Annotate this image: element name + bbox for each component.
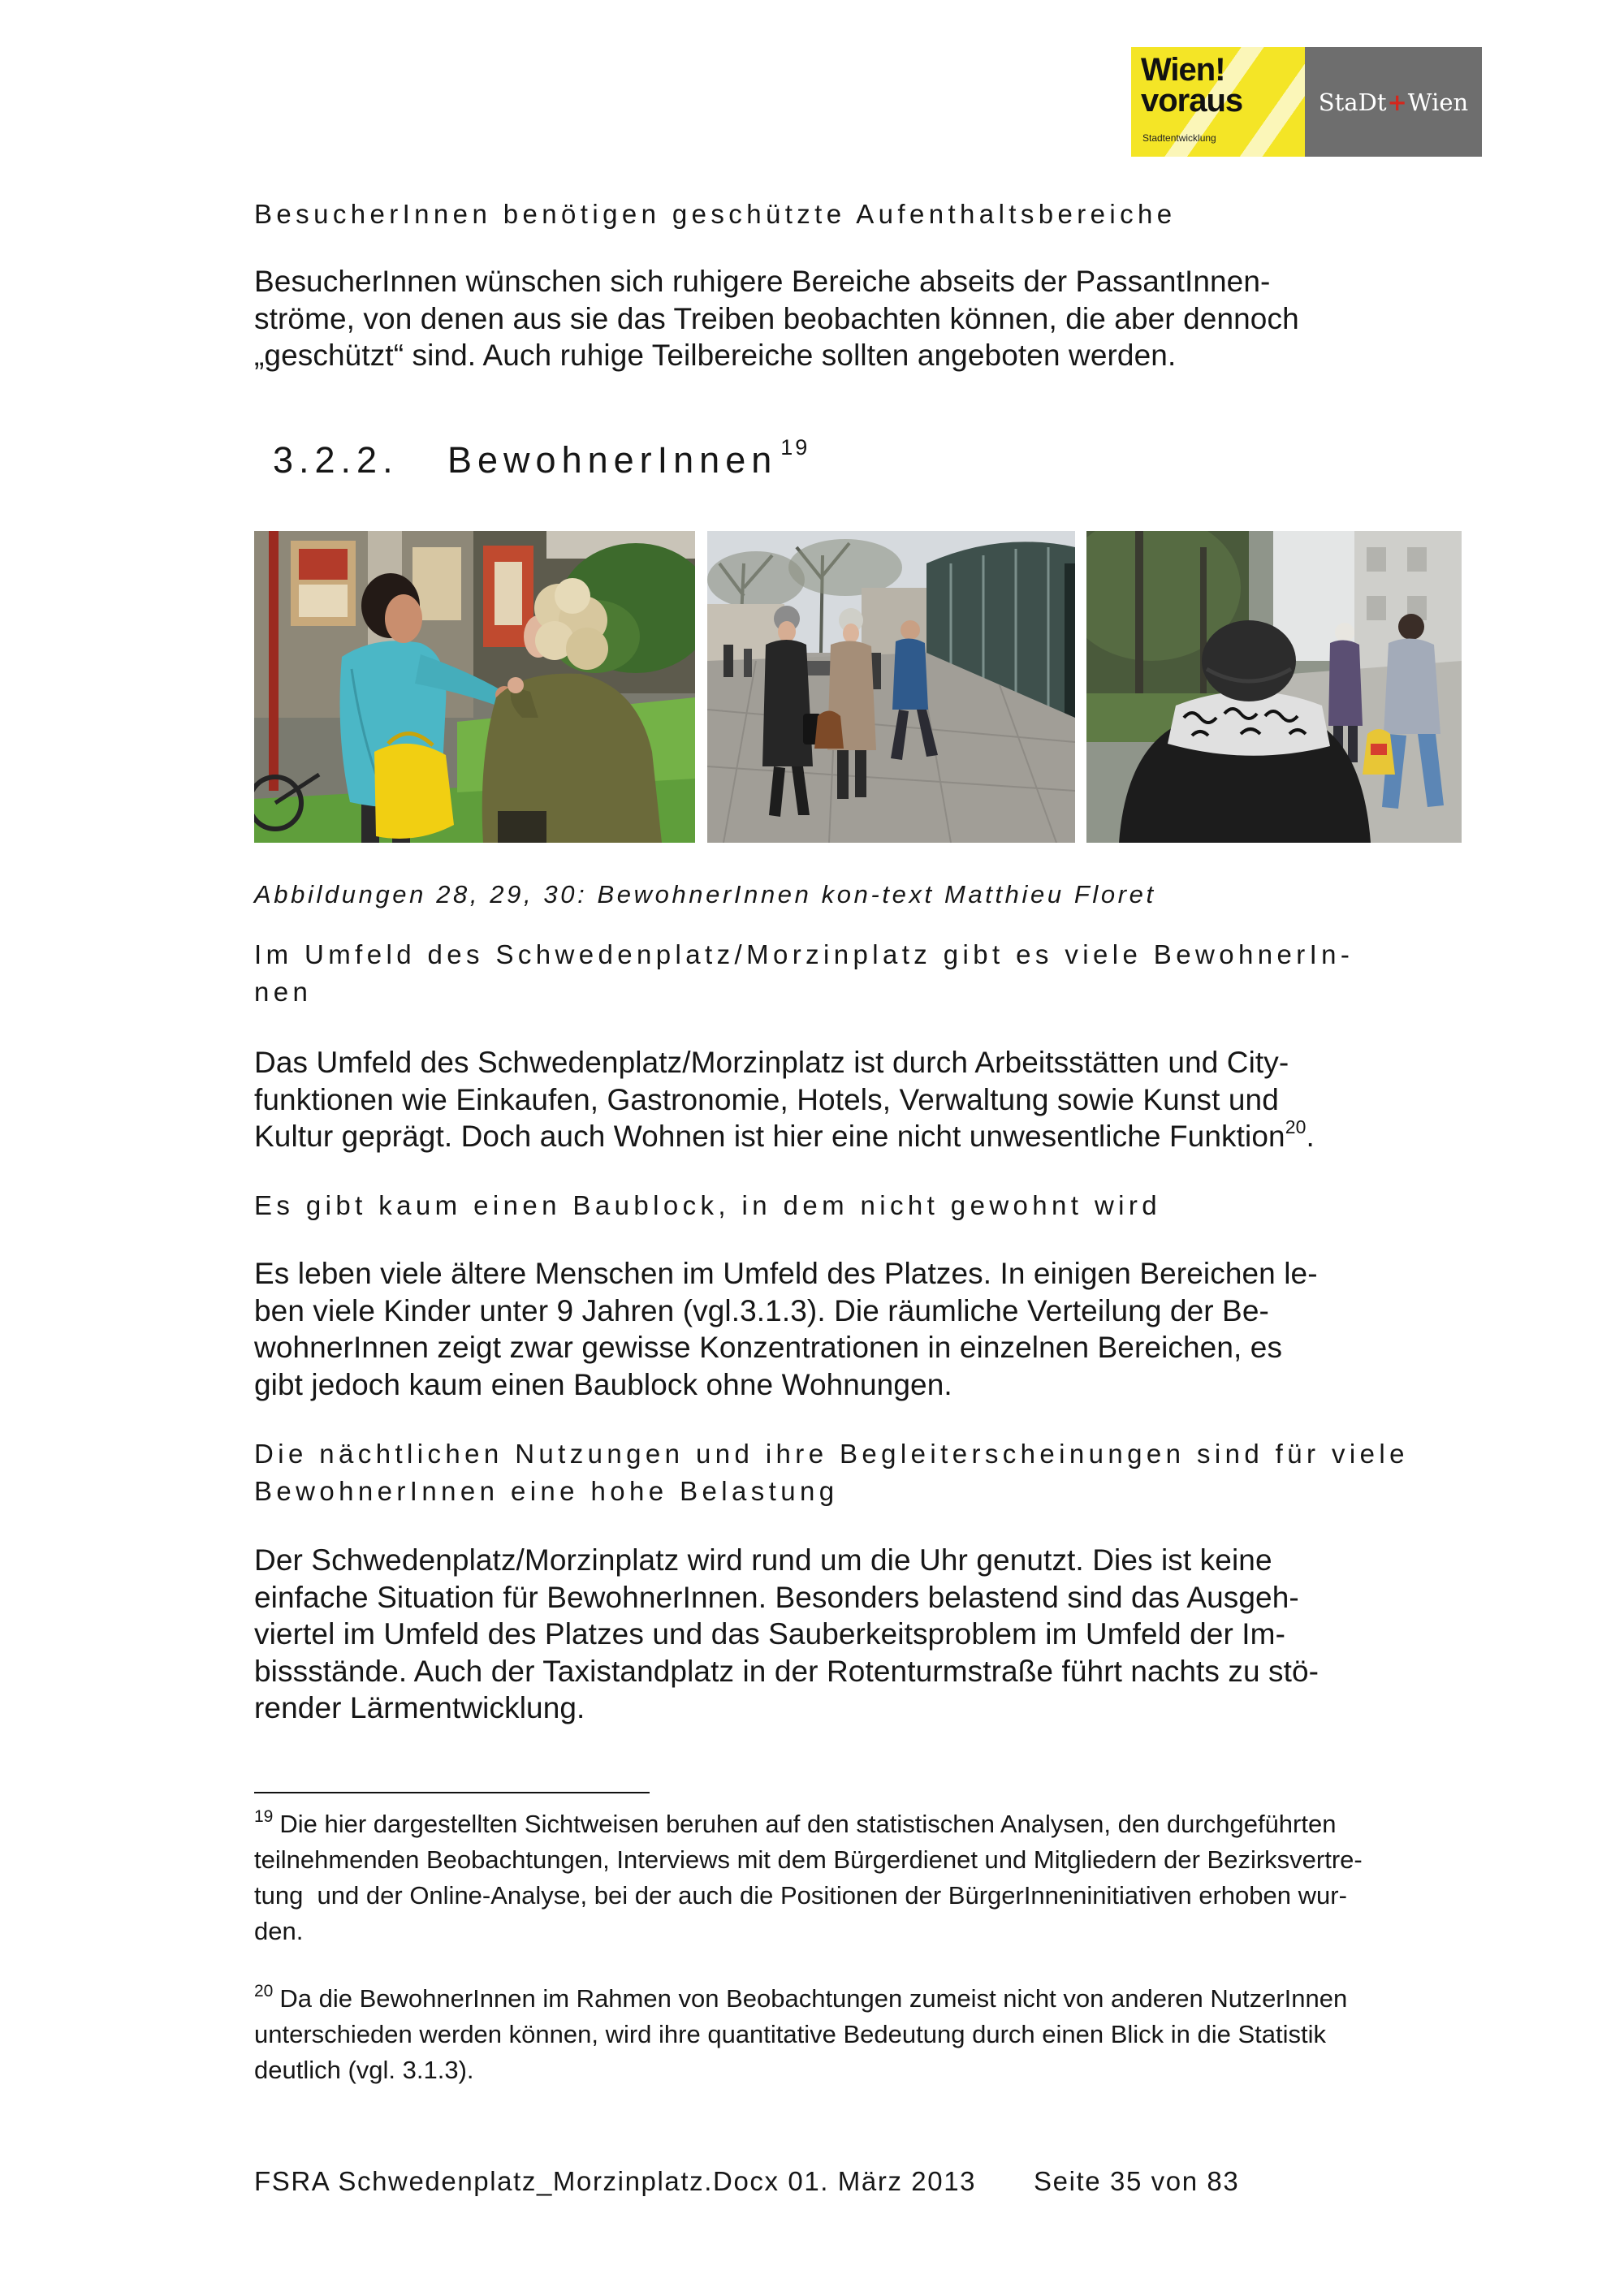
section-title-text: BewohnerInnen <box>447 439 778 481</box>
wien-voraus-logo <box>1131 47 1305 157</box>
footnote-20 <box>254 1981 1347 2088</box>
logo-city-part1: StaDt <box>1318 88 1387 116</box>
subheading-night-use <box>254 1435 1409 1509</box>
section-number: 3.2.2. <box>273 439 399 481</box>
heading-line: Die nächtlichen Nutzungen und ihre Begleiterscheinungen sind für viele <box>254 1439 1409 1469</box>
heading-line: Im Umfeld des Schwedenplatz/Morzinplatz gibt es viele BewohnerIn- <box>254 939 1354 969</box>
text-line: Es leben viele ältere Menschen im Umfeld des Platzes. In einigen Bereichen le- <box>254 1257 1318 1290</box>
photo-30 <box>1086 531 1462 843</box>
section-title <box>447 435 810 483</box>
photo-residents-chatting <box>254 531 695 843</box>
text-line: gibt jedoch kaum einen Baublock ohne Wohnungen. <box>254 1367 952 1401</box>
text-line-content: Kultur geprägt. Doch auch Wohnen ist hier eine nicht unwesentliche Funktion <box>254 1120 1285 1153</box>
figure-caption: Abbildungen 28, 29, 30: BewohnerInnen kon-text Matthieu Floret <box>254 880 1156 908</box>
footnote-line <box>254 1806 1363 1842</box>
text-line: BesucherInnen wünschen sich ruhigere Bereiche abseits der PassantInnen- <box>254 265 1271 298</box>
footnote-ref-20[interactable]: 20 <box>1285 1116 1307 1137</box>
footnote-number: 20 <box>254 1981 274 2000</box>
footnote-line: den. <box>254 1917 304 1945</box>
subheading-building-blocks <box>254 1187 1161 1224</box>
footnote-line: unterschieden werden können, wird ihre quantitative Bedeutung durch einen Blick in die Statistik <box>254 2020 1327 2048</box>
footnote-line <box>254 1981 1347 2017</box>
text-line: „geschützt“ sind. Auch ruhige Teilbereiche sollten angeboten werden. <box>254 339 1177 372</box>
text-line: bissstände. Auch der Taxistandplatz in der Rotenturmstraße führt nachts zu stö- <box>254 1654 1320 1688</box>
footnote-line: deutlich (vgl. 3.1.3). <box>254 2056 474 2084</box>
footnote-line: tung und der Online-Analyse, bei der auch die Positionen der BürgerInneninitiativen erhoben wur- <box>254 1881 1347 1910</box>
text-line <box>254 1118 1315 1155</box>
logo-brand-line1: Wien! <box>1141 52 1225 88</box>
subheading-residents-area <box>254 936 1354 1010</box>
subheading-visitors <box>254 196 1177 233</box>
footnote-line-text: Da die BewohnerInnen im Rahmen von Beobachtungen zumeist nicht von anderen NutzerInnen <box>279 1984 1348 2013</box>
paragraph-night-use <box>254 1542 1319 1727</box>
stadt-wien-logo <box>1305 47 1482 157</box>
heading-line: BewohnerInnen eine hohe Belastung <box>254 1475 839 1506</box>
heading-line: Es gibt kaum einen Baublock, in dem nicht gewohnt wird <box>254 1190 1162 1220</box>
footer-document-info: FSRA Schwedenplatz_Morzinplatz.Docx 01. März 2013 <box>254 2166 977 2196</box>
paragraph-visitors <box>254 263 1299 374</box>
footnote-line-text: Die hier dargestellten Sichtweisen beruhen auf den statistischen Analysen, den durchgeführten <box>279 1810 1337 1838</box>
text-line-end: . <box>1306 1120 1315 1153</box>
logo-city-plus: + <box>1387 88 1407 116</box>
paragraph-residents-area <box>254 1044 1315 1155</box>
text-line: funktionen wie Einkaufen, Gastronomie, Hotels, Verwaltung sowie Kunst und <box>254 1082 1279 1116</box>
text-line: ströme, von denen aus sie das Treiben beobachten können, die aber dennoch <box>254 301 1299 335</box>
text-line: ben viele Kinder unter 9 Jahren (vgl.3.1.3). Die räumliche Verteilung der Be- <box>254 1293 1269 1327</box>
footnote-ref-19[interactable]: 19 <box>780 435 810 460</box>
footnote-19 <box>254 1806 1363 1949</box>
logo-brand-sub: Stadtentwicklung <box>1142 132 1216 144</box>
heading-line: BesucherInnen benötigen geschützte Aufenthaltsbereiche <box>254 199 1177 229</box>
photo-resident-from-behind <box>1086 531 1462 843</box>
text-line: viertel im Umfeld des Platzes und das Sauberkeitsproblem im Umfeld der Im- <box>254 1617 1285 1651</box>
photo-29 <box>707 531 1075 843</box>
photo-residents-walking-street <box>707 531 1075 843</box>
photo-28 <box>254 531 695 843</box>
text-line: einfache Situation für BewohnerInnen. Besonders belastend sind das Ausgeh- <box>254 1580 1299 1614</box>
footnote-number: 19 <box>254 1806 274 1826</box>
heading-line: nen <box>254 976 313 1007</box>
text-line: render Lärmentwicklung. <box>254 1691 585 1724</box>
logo-city-part2: Wien <box>1407 88 1469 116</box>
logo-brand-line2: voraus <box>1141 83 1243 119</box>
text-line: Der Schwedenplatz/Morzinplatz wird rund um die Uhr genutzt. Dies ist keine <box>254 1543 1272 1577</box>
footnote-separator <box>254 1792 650 1793</box>
text-line: Das Umfeld des Schwedenplatz/Morzinplatz ist durch Arbeitsstätten und City- <box>254 1046 1289 1079</box>
text-line: wohnerInnen zeigt zwar gewisse Konzentrationen in einzelnen Bereichen, es <box>254 1331 1283 1364</box>
footer-page-number: Seite 35 von 83 <box>1034 2166 1240 2196</box>
paragraph-building-blocks <box>254 1255 1318 1403</box>
footnote-line: teilnehmenden Beobachtungen, Interviews mit dem Bürgerdienet und Mitgliedern der Bezirksvertre- <box>254 1845 1363 1874</box>
